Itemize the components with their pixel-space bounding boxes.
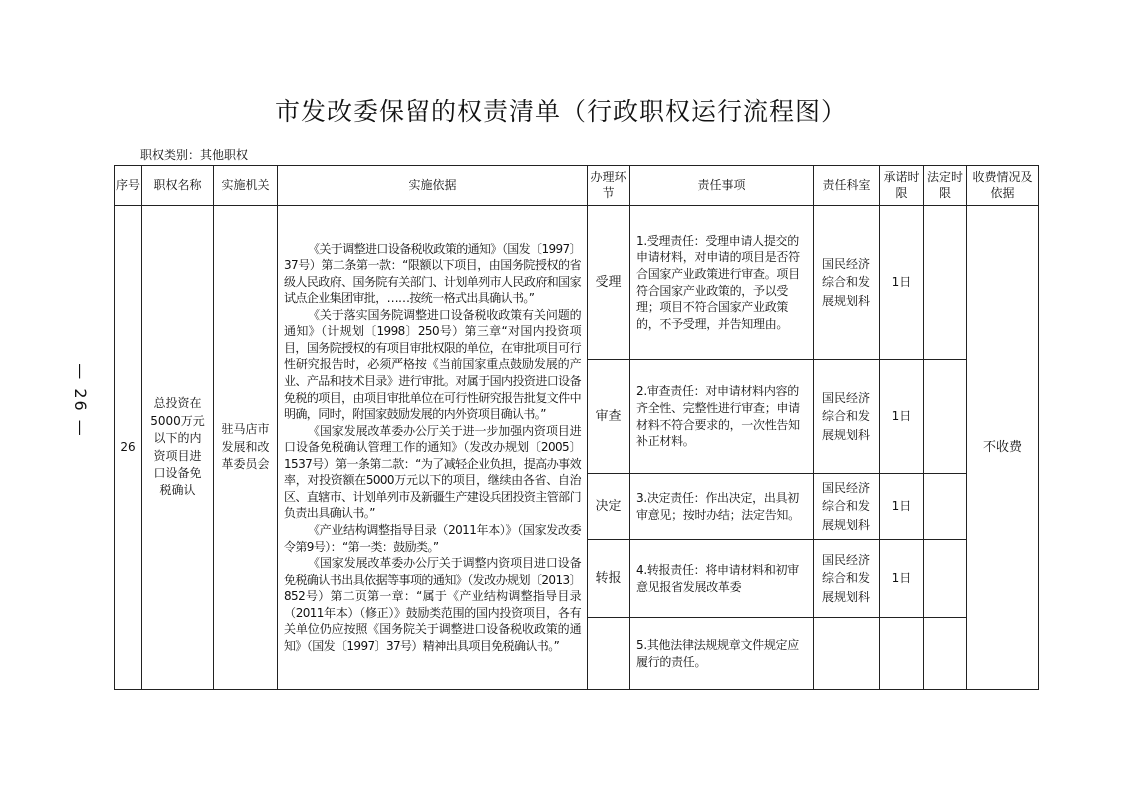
document-title: 市发改委保留的权责清单（行政职权运行流程图） — [274, 97, 847, 126]
header-legal: 法定时限 — [924, 166, 967, 206]
promise-time-review: 1日 — [880, 360, 924, 474]
header-fee: 收费情况及依据 — [967, 166, 1039, 206]
dept-decide: 国民经济综合和发展规划科 — [814, 474, 880, 540]
dept-other — [814, 618, 880, 690]
page-number-vertical — [60, 340, 100, 460]
power-category: 职权类别：其他职权 — [140, 148, 249, 162]
promise-time-decide: 1日 — [880, 474, 924, 540]
basis-paragraph: 《产业结构调整指导目录（2011年本）》（国家发改委令第9号）：“第一类：鼓励类。” — [284, 522, 581, 554]
basis-paragraph: 《国家发展改革委办公厅关于调整内资项目进口设备免税确认书出具依据等事项的通知》（发改办规划〔2013〕852号）第二页第一章：“属于《产业结构调整指导目录（2011年本）（修正）》鼓励类范围的国内投资项目，各有关单位仍应按照《国务院关于调整进口设备税收政策的通知》（国发〔1997〕37号）精神出具项目免税确认书。” — [284, 556, 581, 653]
legal-time-accept — [924, 206, 967, 360]
promise-time-forward: 1日 — [880, 540, 924, 618]
dept-review: 国民经济综合和发展规划科 — [814, 360, 880, 474]
row-seq: 26 — [115, 206, 142, 690]
header-org: 实施机关 — [214, 166, 278, 206]
header-step: 办理环节 — [588, 166, 630, 206]
header-name: 职权名称 — [142, 166, 214, 206]
promise-time-accept: 1日 — [880, 206, 924, 360]
implementation-basis — [278, 206, 588, 690]
duty-accept: 1.受理责任：受理申请人提交的申请材料，对申请的项目是否符合国家产业政策进行审查。项目符合国家产业政策的，予以受理；项目不符合国家产业政策的，不予受理，并告知理由。 — [630, 206, 814, 360]
legal-time-other — [924, 618, 967, 690]
dept-forward: 国民经济综合和发展规划科 — [814, 540, 880, 618]
authority-table — [114, 165, 1039, 690]
step-forward: 转报 — [588, 540, 630, 618]
implementing-org: 驻马店市发展和改革委员会 — [214, 206, 278, 690]
dept-accept: 国民经济综合和发展规划科 — [814, 206, 880, 360]
legal-time-decide — [924, 474, 967, 540]
duty-decide: 3.决定责任：作出决定，出具初审意见；按时办结；法定告知。 — [630, 474, 814, 540]
step-other — [588, 618, 630, 690]
basis-paragraph: 《关于调整进口设备税收政策的通知》（国发〔1997〕37号）第二条第一款：“限额以下项目，由国务院授权的省级人民政府、国务院有关部门、计划单列市人民政府和国家试点企业集团审批，……按统一格式出具确认书。” — [284, 241, 581, 306]
step-review: 审查 — [588, 360, 630, 474]
header-duty: 责任事项 — [630, 166, 814, 206]
header-dept: 责任科室 — [814, 166, 880, 206]
step-accept: 受理 — [588, 206, 630, 360]
fee-info: 不收费 — [967, 206, 1039, 690]
power-name: 总投资在5000万元以下的内资项目进口设备免税确认 — [142, 206, 214, 690]
duty-other: 5.其他法律法规规章文件规定应履行的责任。 — [630, 618, 814, 690]
header-seq: 序号 — [115, 166, 142, 206]
basis-paragraph: 《关于落实国务院调整进口设备税收政策有关问题的通知》（计规划〔1998〕250号）第三章“对国内投资项目，国务院授权的有项目审批权限的单位，在审批项目可行性研究报告时，必须严格按《当前国家重点鼓励发展的产业、产品和技术目录》进行审批。对属于国内投资进口设备免税的项目，由项目审批单位在可行性研究报告批复文件中明确，同时，附国家鼓励发展的内外资项目确认书。” — [284, 307, 581, 422]
table-row — [115, 206, 1039, 360]
header-basis: 实施依据 — [278, 166, 588, 206]
legal-time-review — [924, 360, 967, 474]
page-number: — 26 — — [70, 362, 90, 438]
duty-review: 2.审查责任：对申请材料内容的齐全性、完整性进行审查；申请材料不符合要求的，一次性告知补正材料。 — [630, 360, 814, 474]
basis-paragraph: 《国家发展改革委办公厅关于进一步加强内资项目进口设备免税确认管理工作的通知》（发改办规划〔2005〕1537号）第一条第二款：“为了减轻企业负担，提高办事效率，对投资额在5000万元以下的项目，继续由各省、自治区、直辖市、计划单列市及新疆生产建设兵团投资主管部门负责出具确认书。” — [284, 423, 581, 521]
table-header-row — [115, 166, 1039, 206]
step-decide: 决定 — [588, 474, 630, 540]
header-promise: 承诺时限 — [880, 166, 924, 206]
legal-time-forward — [924, 540, 967, 618]
promise-time-other — [880, 618, 924, 690]
duty-forward: 4.转报责任：将申请材料和初审意见报省发展改革委 — [630, 540, 814, 618]
